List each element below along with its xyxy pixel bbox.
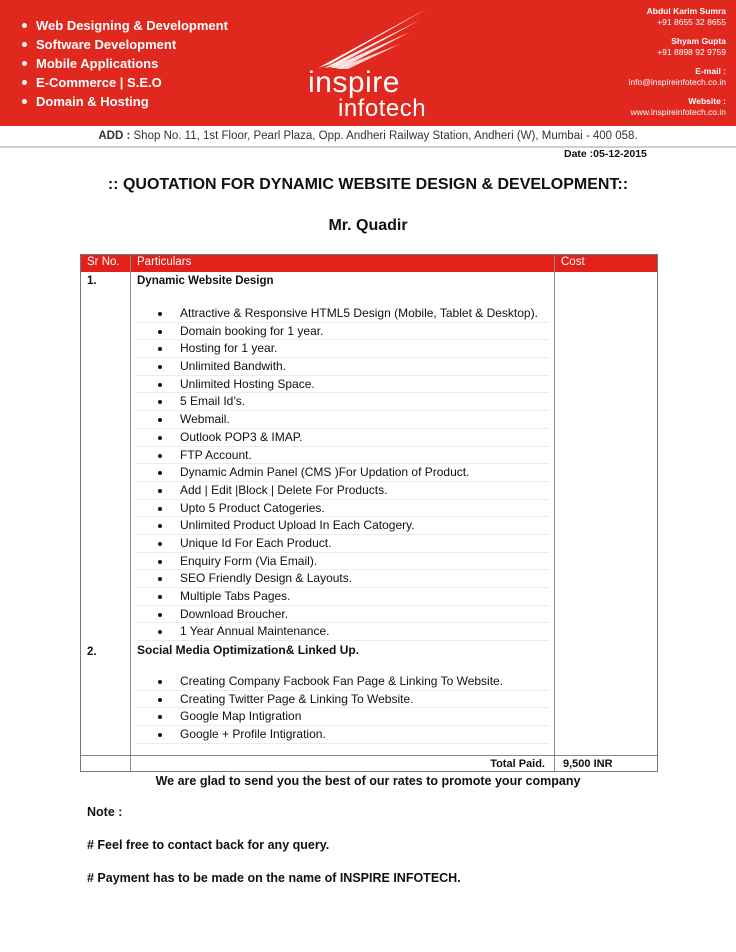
feature-item: Google Map Intigration xyxy=(137,708,549,726)
email-value: info@inspireinfotech.co.in xyxy=(628,77,726,87)
contact-phone: +91 8655 32 8655 xyxy=(657,17,726,27)
bullet-icon xyxy=(158,524,162,528)
bullet-icon xyxy=(158,715,162,719)
feature-item: Download Broucher. xyxy=(137,606,549,624)
bullet-icon xyxy=(158,347,162,351)
bullet-icon xyxy=(158,680,162,684)
feature-item: Unlimited Hosting Space. xyxy=(137,376,549,394)
address-line xyxy=(0,126,736,146)
feature-item: Multiple Tabs Pages. xyxy=(137,588,549,606)
row-number: 1. xyxy=(87,275,97,287)
address-text: Shop No. 11, 1st Floor, Pearl Plaza, Opp. Andheri Railway Station, Andheri (W), Mumbai - 400 058. xyxy=(133,130,638,142)
quotation-date: Date :05-12-2015 xyxy=(564,148,647,160)
bullet-icon xyxy=(158,312,162,316)
bullet-icon xyxy=(158,383,162,387)
feature-item: Enquiry Form (Via Email). xyxy=(137,553,549,571)
bullet-icon xyxy=(158,560,162,564)
closing-line: We are glad to send you the best of our rates to promote your company xyxy=(155,774,581,788)
bullet-icon xyxy=(158,471,162,475)
bullet-icon xyxy=(22,80,27,85)
address-label: ADD : xyxy=(98,130,131,142)
feature-item: Webmail. xyxy=(137,411,549,429)
feature-item: Hosting for 1 year. xyxy=(137,340,549,358)
feature-item: Creating Company Facbook Fan Page & Linking To Website. xyxy=(137,673,549,691)
feature-item: SEO Friendly Design & Layouts. xyxy=(137,570,549,588)
bullet-icon xyxy=(158,630,162,634)
bullet-icon xyxy=(158,613,162,617)
total-value: 9,500 INR xyxy=(563,758,613,770)
header-cost: Cost xyxy=(561,256,585,268)
bullet-icon xyxy=(158,542,162,546)
bullet-icon xyxy=(158,577,162,581)
feature-item: 5 Email Id’s. xyxy=(137,393,549,411)
feature-list xyxy=(137,305,549,641)
feature-item: Creating Twitter Page & Linking To Website. xyxy=(137,691,549,709)
service-item: E-Commerce | S.E.O xyxy=(22,73,228,92)
feature-item: Google + Profile Intigration. xyxy=(137,726,549,744)
feature-item: Upto 5 Product Catogeries. xyxy=(137,500,549,518)
email-label: E-mail : xyxy=(695,66,726,76)
bullet-icon xyxy=(158,330,162,334)
header-particulars: Particulars xyxy=(137,256,192,268)
bullet-icon xyxy=(158,436,162,440)
feature-item: Unique Id For Each Product. xyxy=(137,535,549,553)
bullet-icon xyxy=(158,507,162,511)
services-list xyxy=(22,16,228,111)
column-divider xyxy=(554,255,555,771)
service-item: Mobile Applications xyxy=(22,54,228,73)
contact-name: Shyam Gupta xyxy=(671,36,726,46)
letterhead-banner xyxy=(0,0,736,126)
quotation-table xyxy=(80,254,658,772)
client-name: Mr. Quadir xyxy=(328,217,408,234)
feature-list xyxy=(137,673,549,744)
total-label: Total Paid. xyxy=(490,758,545,770)
bullet-icon xyxy=(158,365,162,369)
feature-item: Add | Edit |Block | Delete For Products. xyxy=(137,482,549,500)
bullet-icon xyxy=(22,61,27,66)
bullet-icon xyxy=(22,23,27,28)
service-item: Web Designing & Development xyxy=(22,16,228,35)
logo-text-inspire: inspire xyxy=(308,66,400,99)
feature-item: Domain booking for 1 year. xyxy=(137,323,549,341)
row-divider xyxy=(81,755,657,756)
bullet-icon xyxy=(158,400,162,404)
feature-item: 1 Year Annual Maintenance. xyxy=(137,623,549,641)
company-logo xyxy=(300,6,450,124)
feature-item: Unlimited Bandwith. xyxy=(137,358,549,376)
bullet-icon xyxy=(158,733,162,737)
logo-text-infotech: infotech xyxy=(338,95,427,122)
note-heading: Note : xyxy=(87,805,123,819)
feature-item: Outlook POP3 & IMAP. xyxy=(137,429,549,447)
website-label: Website : xyxy=(688,96,726,106)
bullet-icon xyxy=(158,454,162,458)
service-item: Domain & Hosting xyxy=(22,92,228,111)
feature-item: FTP Account. xyxy=(137,447,549,465)
bullet-icon xyxy=(22,42,27,47)
header-sr-no: Sr No. xyxy=(87,256,120,268)
page-title: :: QUOTATION FOR DYNAMIC WEBSITE DESIGN & DEVELOPMENT:: xyxy=(107,176,629,193)
feature-item: Attractive & Responsive HTML5 Design (Mobile, Tablet & Desktop). xyxy=(137,305,549,323)
bullet-icon xyxy=(158,489,162,493)
feature-item: Unlimited Product Upload In Each Catogery. xyxy=(137,517,549,535)
contact-phone: +91 8898 92 9759 xyxy=(657,47,726,57)
bullet-icon xyxy=(158,418,162,422)
row-number: 2. xyxy=(87,646,97,658)
bullet-icon xyxy=(22,99,27,104)
bullet-icon xyxy=(158,698,162,702)
section-title: Social Media Optimization& Linked Up. xyxy=(137,643,360,657)
table-header xyxy=(81,255,657,272)
feature-item: Dynamic Admin Panel (CMS )For Updation of Product. xyxy=(137,464,549,482)
bullet-icon xyxy=(158,595,162,599)
column-divider xyxy=(130,255,131,771)
section-title: Dynamic Website Design xyxy=(137,275,274,287)
contact-name: Abdul Karim Sumra xyxy=(646,6,726,16)
service-item: Software Development xyxy=(22,35,228,54)
website-value: www.inspireinfotech.co.in xyxy=(630,107,726,117)
contact-block xyxy=(629,6,726,118)
note-line: # Feel free to contact back for any query. xyxy=(87,838,330,852)
note-line: # Payment has to be made on the name of INSPIRE INFOTECH. xyxy=(87,871,461,885)
